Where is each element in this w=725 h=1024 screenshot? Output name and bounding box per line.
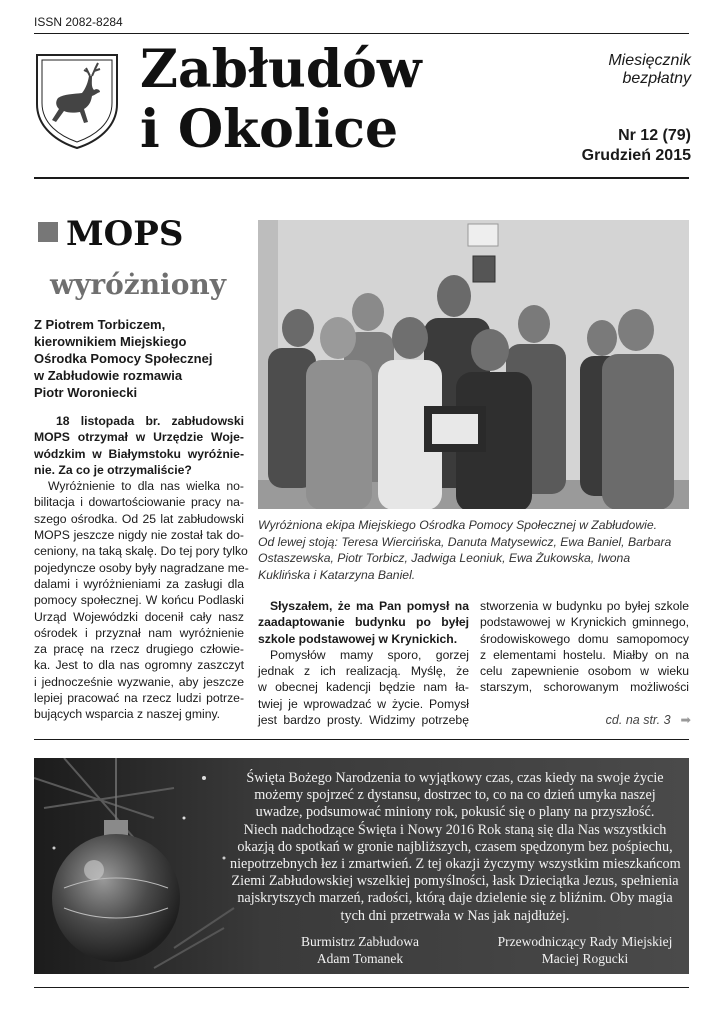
frequency-line1: Miesięcznik	[608, 52, 691, 69]
lead-line: Z Piotrem Torbiczem,	[34, 317, 166, 332]
question-line: wódzkim w Białymstoku wyróżnie-	[34, 446, 244, 461]
answer-line: w obecnej kadencji będzie nam ła-	[258, 680, 469, 695]
top-rule	[34, 33, 689, 34]
group-photo	[258, 220, 689, 509]
continued-link[interactable]	[606, 712, 691, 727]
answer-line: Wyróżnienie to dla nas wielka no-	[48, 479, 244, 494]
answer-line: z elementami hostelu. Miałby on na	[480, 647, 689, 662]
answer-line: jednak z ich realizacją. Myślę, że	[258, 664, 469, 679]
caption-line: Od lewej stoją: Teresa Wiercińska, Danuta Matysewicz, Ewa Baniel, Barbara	[258, 534, 672, 549]
answer-line: bujących wsparcia z naszej gminy.	[34, 707, 221, 722]
frequency-line2: bezpłatny	[622, 70, 691, 87]
answer-line: lepiej pracować na rzecz ludzi potrze-	[34, 691, 244, 706]
question-line: MOPS otrzymał w Urzędzie Woje-	[34, 430, 244, 445]
answer-line: starszym, schorowanym możliwości	[480, 680, 689, 695]
caption-line: Ostaszewska, Piotr Torbicz, Jadwiga Leoniuk, Ewa Żukowska, Iwona	[258, 551, 631, 565]
masthead-title-line2: i Okolice	[140, 99, 399, 160]
answer-line: podstawowej w Krynickich gminnego,	[480, 615, 689, 630]
masthead-title-line1: Zabłudów	[140, 39, 422, 100]
answer-line: MOPS jeszcze nigdy nie został tak do-	[34, 528, 244, 543]
answer-line: ośrodek i przyznał nam wyróżnienie	[34, 625, 244, 640]
question-line: nie. Za co je otrzymaliście?	[34, 462, 192, 477]
signature-council-chair	[480, 933, 690, 967]
lead-line: w Zabłudowie rozmawia	[34, 368, 183, 383]
question-line: Słyszałem, że ma Pan pomysł na	[270, 599, 469, 613]
bottom-rule	[34, 987, 689, 988]
greeting-line: okazją do spotkań w gronie najbliższych, czasem spędzonym bez pośpiechu,	[237, 838, 673, 855]
signer-role: Burmistrz Zabłudowa	[300, 934, 420, 949]
answer-line: szego ośrodka. Od 25 lat zabłudowski	[34, 511, 244, 526]
lead-line: Ośrodka Pomocy Społecznej	[34, 351, 213, 366]
greeting-line: tych dni przetrwała w Nas jak najdłużej.	[340, 907, 570, 924]
article-column-2	[258, 598, 469, 728]
title-square-icon	[38, 222, 58, 242]
question-line: zaadaptowanie budynku po byłej	[258, 615, 469, 630]
answer-line: i jednocześnie wyzwanie, aby jeszcze	[34, 674, 244, 689]
article-lead	[34, 316, 244, 401]
signature-mayor	[285, 933, 435, 967]
coat-of-arms-icon	[34, 52, 120, 150]
answer-line: pomocy społecznej. W końcu Podlaski	[34, 593, 244, 608]
greeting-line: najskrytszych marzeń, radości, którą daje dzielenie się z bliźnim. Oby magia	[237, 890, 673, 907]
arrow-right-icon: ➡	[680, 713, 691, 727]
greeting-line: uwadze, podsumować miniony rok, pokusić się o plany na przyszłość.	[255, 804, 655, 821]
article-title	[38, 214, 183, 254]
answer-line: bilitacja i dowartościowanie pracy na-	[34, 495, 244, 510]
continued-text: cd. na str. 3	[605, 713, 671, 727]
greeting-line: możemy spojrzeć z dystansu, dostrzec to, co na co dzień umyka naszej	[254, 787, 656, 804]
answer-line: ka. Jest to dla nas ogromny zaszczyt	[34, 658, 244, 673]
signer-name: Maciej Rogucki	[541, 951, 629, 966]
answer-line: środowiskowego domu samopomocy	[480, 631, 689, 646]
issue-info	[582, 126, 691, 166]
frequency-label	[608, 52, 691, 88]
greeting-line: Święta Bożego Narodzenia to wyjątkowy czas, czas kiedy na swoje życie	[246, 770, 664, 786]
photo-caption	[258, 517, 689, 583]
answer-line: stworzenia w budynku po byłej szkole	[480, 599, 689, 613]
caption-line: Wyróżniona ekipa Miejskiego Ośrodka Pomocy Społecznej w Zabłudowie.	[258, 518, 657, 532]
greeting-line: Niech nadchodzące Święta i Nowy 2016 Rok staną się dla Nas wszystkich	[243, 821, 667, 838]
masthead-rule	[34, 177, 689, 179]
article-column-1	[34, 413, 249, 723]
question-line: szkole podstawowej w Krynickich.	[258, 631, 458, 646]
greeting-line: Ziemi Zabłudowskiej wszelkiej pomyślności, łask Dzieciątka Jezus, spełnienia	[231, 873, 679, 890]
answer-line: dalami i wyróżnieniami za zasługi dla	[34, 576, 244, 591]
answer-line: Urząd Wojewódzki docenił cały nasz	[34, 609, 244, 624]
question-line: 18 listopada br. zabłudowski	[56, 414, 244, 428]
issn: ISSN 2082-8284	[34, 15, 123, 29]
answer-line: ceniony, na taką skalę. Do tej pory tylko	[34, 544, 248, 559]
answer-line: twiej je wprowadzać w życie. Pomysł	[258, 696, 469, 711]
answer-line: jest bardzo prosty. Widzimy potrzebę	[258, 713, 469, 728]
greeting-text	[230, 770, 680, 925]
lead-line: kierownikiem Miejskiego	[34, 334, 187, 349]
issue-number: Nr 12 (79)	[618, 127, 691, 144]
issue-date: Grudzień 2015	[581, 147, 691, 164]
answer-line: Pomysłów mamy sporo, gorzej	[270, 647, 469, 662]
article-column-3	[480, 598, 689, 696]
greeting-line: niepotrzebnych łez i zmartwień. Z tej okazji życzymy wszystkim mieszkańcom	[230, 856, 681, 873]
answer-line: za pracę na rzecz drugiego człowie-	[34, 642, 244, 657]
signer-name: Adam Tomanek	[316, 951, 404, 966]
article-title-text: MOPS	[66, 214, 184, 254]
lead-line: Piotr Woroniecki	[34, 385, 138, 400]
answer-line: celu zapewnienie osobom w wieku	[480, 664, 689, 679]
caption-line: Kuklińska i Katarzyna Baniel.	[258, 567, 416, 582]
signer-role: Przewodniczący Rady Miejskiej	[497, 934, 673, 949]
article-subtitle: wyróżniony	[50, 268, 226, 301]
article-bottom-rule	[34, 739, 689, 740]
answer-line: pojedyncze osoby były nagradzane me-	[34, 560, 249, 575]
